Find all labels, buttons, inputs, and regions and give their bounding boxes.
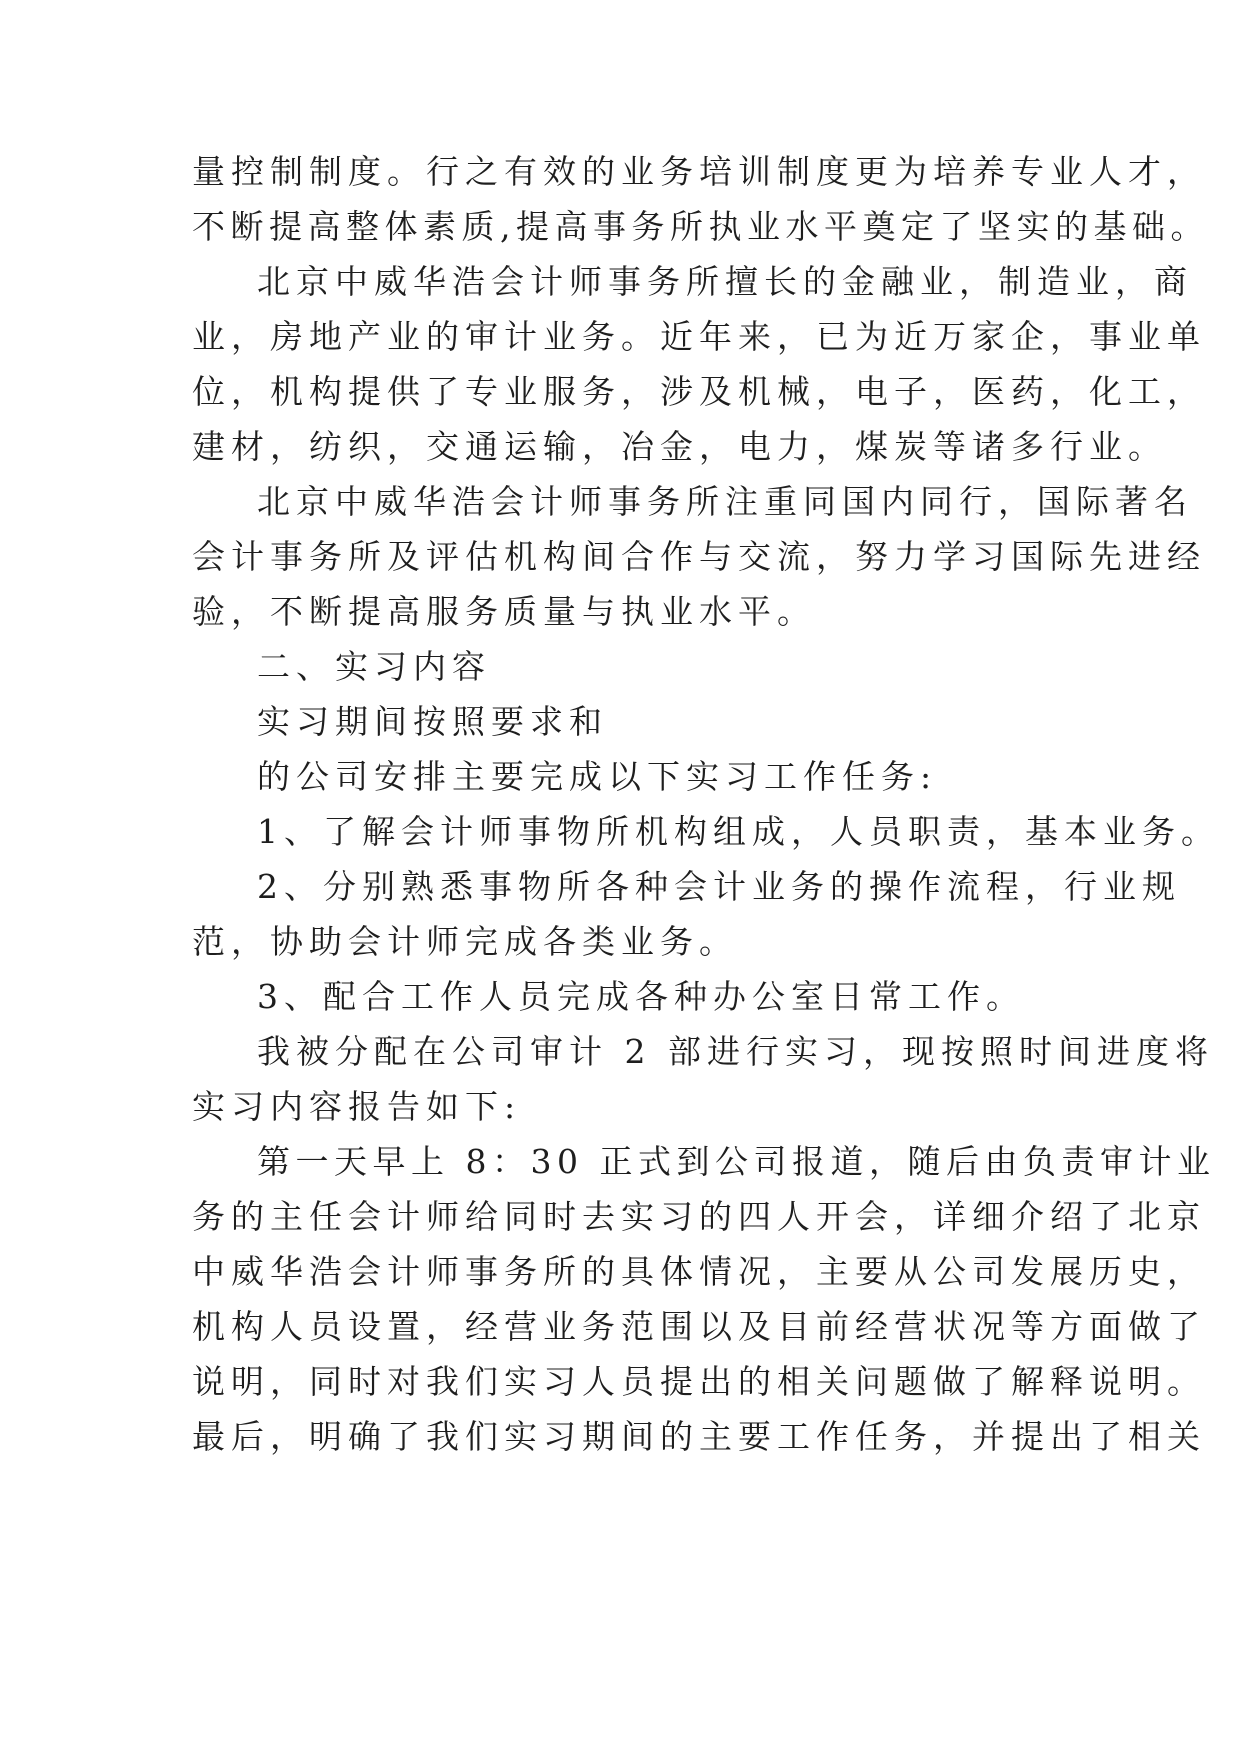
paragraph-first-line: 北京中威华浩会计师事务所注重同国内同行，国际著名 (257, 482, 1193, 521)
list-item: 3、配合工作人员完成各种办公室日常工作。 (257, 977, 1025, 1016)
text-line: 位，机构提供了专业服务，涉及机械，电子，医药，化工， (192, 372, 1206, 411)
paragraph-first-line: 的公司安排主要完成以下实习工作任务: (257, 757, 938, 796)
text-line: 会计事务所及评估机构间合作与交流，努力学习国际先进经 (192, 537, 1206, 576)
text-line: 范，协助会计师完成各类业务。 (192, 922, 738, 961)
text-line: 最后，明确了我们实习期间的主要工作任务，并提出了相关 (192, 1417, 1206, 1456)
paragraph-first-line: 第一天早上 8：30 正式到公司报道，随后由负责审计业 (257, 1142, 1216, 1181)
text-line: 量控制制度。行之有效的业务培训制度更为培养专业人才， (192, 152, 1206, 191)
text-line: 中威华浩会计师事务所的具体情况，主要从公司发展历史， (192, 1252, 1206, 1291)
text-line: 说明，同时对我们实习人员提出的相关问题做了解释说明。 (192, 1362, 1206, 1401)
paragraph-first-line: 实习期间按照要求和 (257, 702, 608, 741)
text-line: 机构人员设置，经营业务范围以及目前经营状况等方面做了 (192, 1307, 1206, 1346)
paragraph-first-line: 北京中威华浩会计师事务所擅长的金融业，制造业，商 (257, 262, 1193, 301)
text-line: 不断提高整体素质,提高事务所执业水平奠定了坚实的基础。 (192, 207, 1209, 246)
text-line: 务的主任会计师给同时去实习的四人开会，详细介绍了北京 (192, 1197, 1206, 1236)
text-line: 业，房地产业的审计业务。近年来，已为近万家企，事业单 (192, 317, 1206, 356)
section-heading: 二、实习内容 (257, 647, 491, 686)
list-item: 1、了解会计师事物所机构组成，人员职责，基本业务。 (257, 812, 1220, 851)
text-line: 验，不断提高服务质量与执业水平。 (192, 592, 816, 631)
text-line: 实习内容报告如下: (192, 1087, 522, 1126)
paragraph-first-line: 我被分配在公司审计 2 部进行实习，现按照时间进度将 (257, 1032, 1214, 1071)
list-item: 2、分别熟悉事物所各种会计业务的操作流程，行业规 (257, 867, 1181, 906)
text-line: 建材，纺织，交通运输，冶金，电力，煤炭等诸多行业。 (192, 427, 1167, 466)
